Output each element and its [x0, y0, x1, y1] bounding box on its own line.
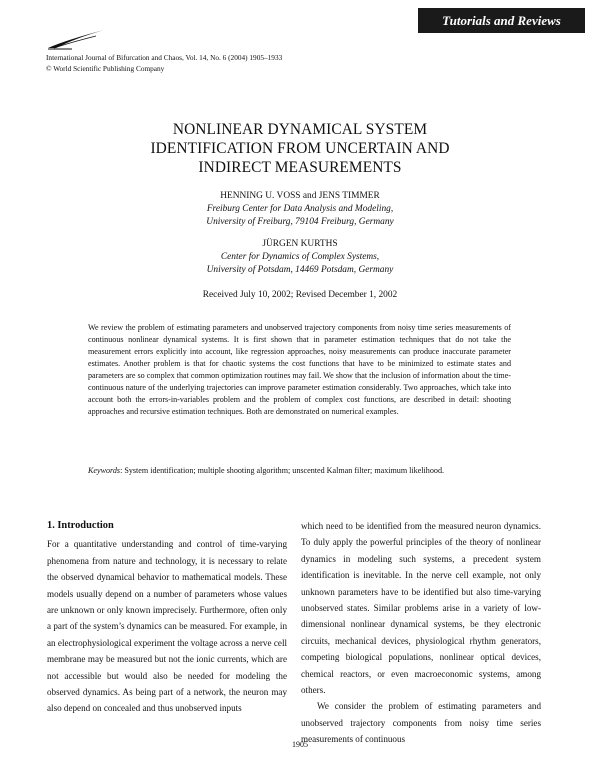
- received-dates: Received July 10, 2002; Revised December 1, 2002: [202, 290, 398, 300]
- abstract: We review the problem of estimating parameters and unobserved trajectory components from noisy time series measurements of continuous nonlinear dynamical systems. It is first shown that in parameter estimation techniques that do not take the measurement errors explicitly into account, like regression approaches, noisy measurements can produce inaccurate parameter estimates. Another problem is that for chaotic systems the cost functions that have to be minimized to estimate states and parameters are so complex that common optimization routines may fail. We show that the inclusion of information about the time-continuous nature of the underlying trajectories can improve parameter estimation considerably. Two approaches, which take into account both the errors-in-variables problem and the problem of complex cost functions, are described in detail: shooting approaches and recursive estimation techniques. Both are demonstrated on numerical examples.: [88, 323, 511, 416]
- author-names: JÜRGEN KURTHS: [262, 239, 338, 249]
- section-banner: Tutorials and Reviews: [418, 8, 585, 33]
- title-line: INDIRECT MEASUREMENTS: [198, 159, 402, 176]
- journal-citation: International Journal of Bifurcation and Chaos, Vol. 14, No. 6 (2004) 1905–1933: [46, 53, 283, 62]
- section-heading: 1. Introduction: [47, 520, 114, 531]
- title-line: NONLINEAR DYNAMICAL SYSTEM: [172, 121, 428, 138]
- page-number: 1905: [292, 740, 308, 749]
- affiliation-line: University of Potsdam, 14469 Potsdam, Germany: [206, 265, 394, 275]
- body-paragraph: We consider the problem of estimating parameters and unobserved trajectory components from noisy time series measurements of continuous: [301, 701, 541, 745]
- author-names: HENNING U. VOSS and JENS TIMMER: [220, 191, 380, 201]
- journal-info: [46, 52, 282, 74]
- affiliation-line: University of Freiburg, 79104 Freiburg, Germany: [206, 217, 394, 227]
- paper-title: [80, 120, 520, 177]
- affiliation-line: Center for Dynamics of Complex Systems,: [220, 252, 380, 262]
- left-column: [47, 518, 287, 717]
- author-block-1: [80, 190, 520, 229]
- keywords-text: System identification; multiple shooting algorithm; unscented Kalman filter; maximum likelihood.: [124, 466, 445, 475]
- copyright-notice: © World Scientific Publishing Company: [46, 64, 165, 73]
- title-line: IDENTIFICATION FROM UNCERTAIN AND: [150, 140, 450, 157]
- body-paragraph: which need to be identified from the measured neuron dynamics. To duly apply the powerful principles of the theory of nonlinear dynamics in modeling such systems, a precedent system identification is inevitable. In the nerve cell example, not only unknown parameters have to be identified but also time-varying unobserved states. Similar problems arise in a variety of low-dimensional nonlinear dynamical systems, be they electronic circuits, mechanical devices, physiological rhythm generators, competing biological populations, nonlinear optical devices, chemical reactors, or even macroeconomic systems, among others.: [301, 521, 541, 696]
- right-column: [301, 518, 541, 748]
- body-paragraph: For a quantitative understanding and control of time-varying phenomena from nature and technology, it is necessary to relate the observed dynamical behavior to mathematical models. These models usually depend on a number of parameters whose values are unknown or only known imprecisely. Furthermore, often only a part of the system’s dynamics can be measured. For example, in an electrophysiological experiment the voltage across a nerve cell membrane may be measured but not the ionic currents, which are not accessible but would also be needed for modeling the observed dynamics. As being part of a network, the neuron may also depend on concealed and thus unobserved inputs: [47, 539, 287, 714]
- affiliation-line: Freiburg Center for Data Analysis and Modeling,: [206, 204, 394, 214]
- keywords: Keywords: System identification; multiple shooting algorithm; unscented Kalman filter; maximum likelihood.: [88, 466, 445, 475]
- publisher-logo: [46, 28, 106, 50]
- keywords-label: Keywords: [88, 466, 121, 475]
- author-block-2: [80, 238, 520, 277]
